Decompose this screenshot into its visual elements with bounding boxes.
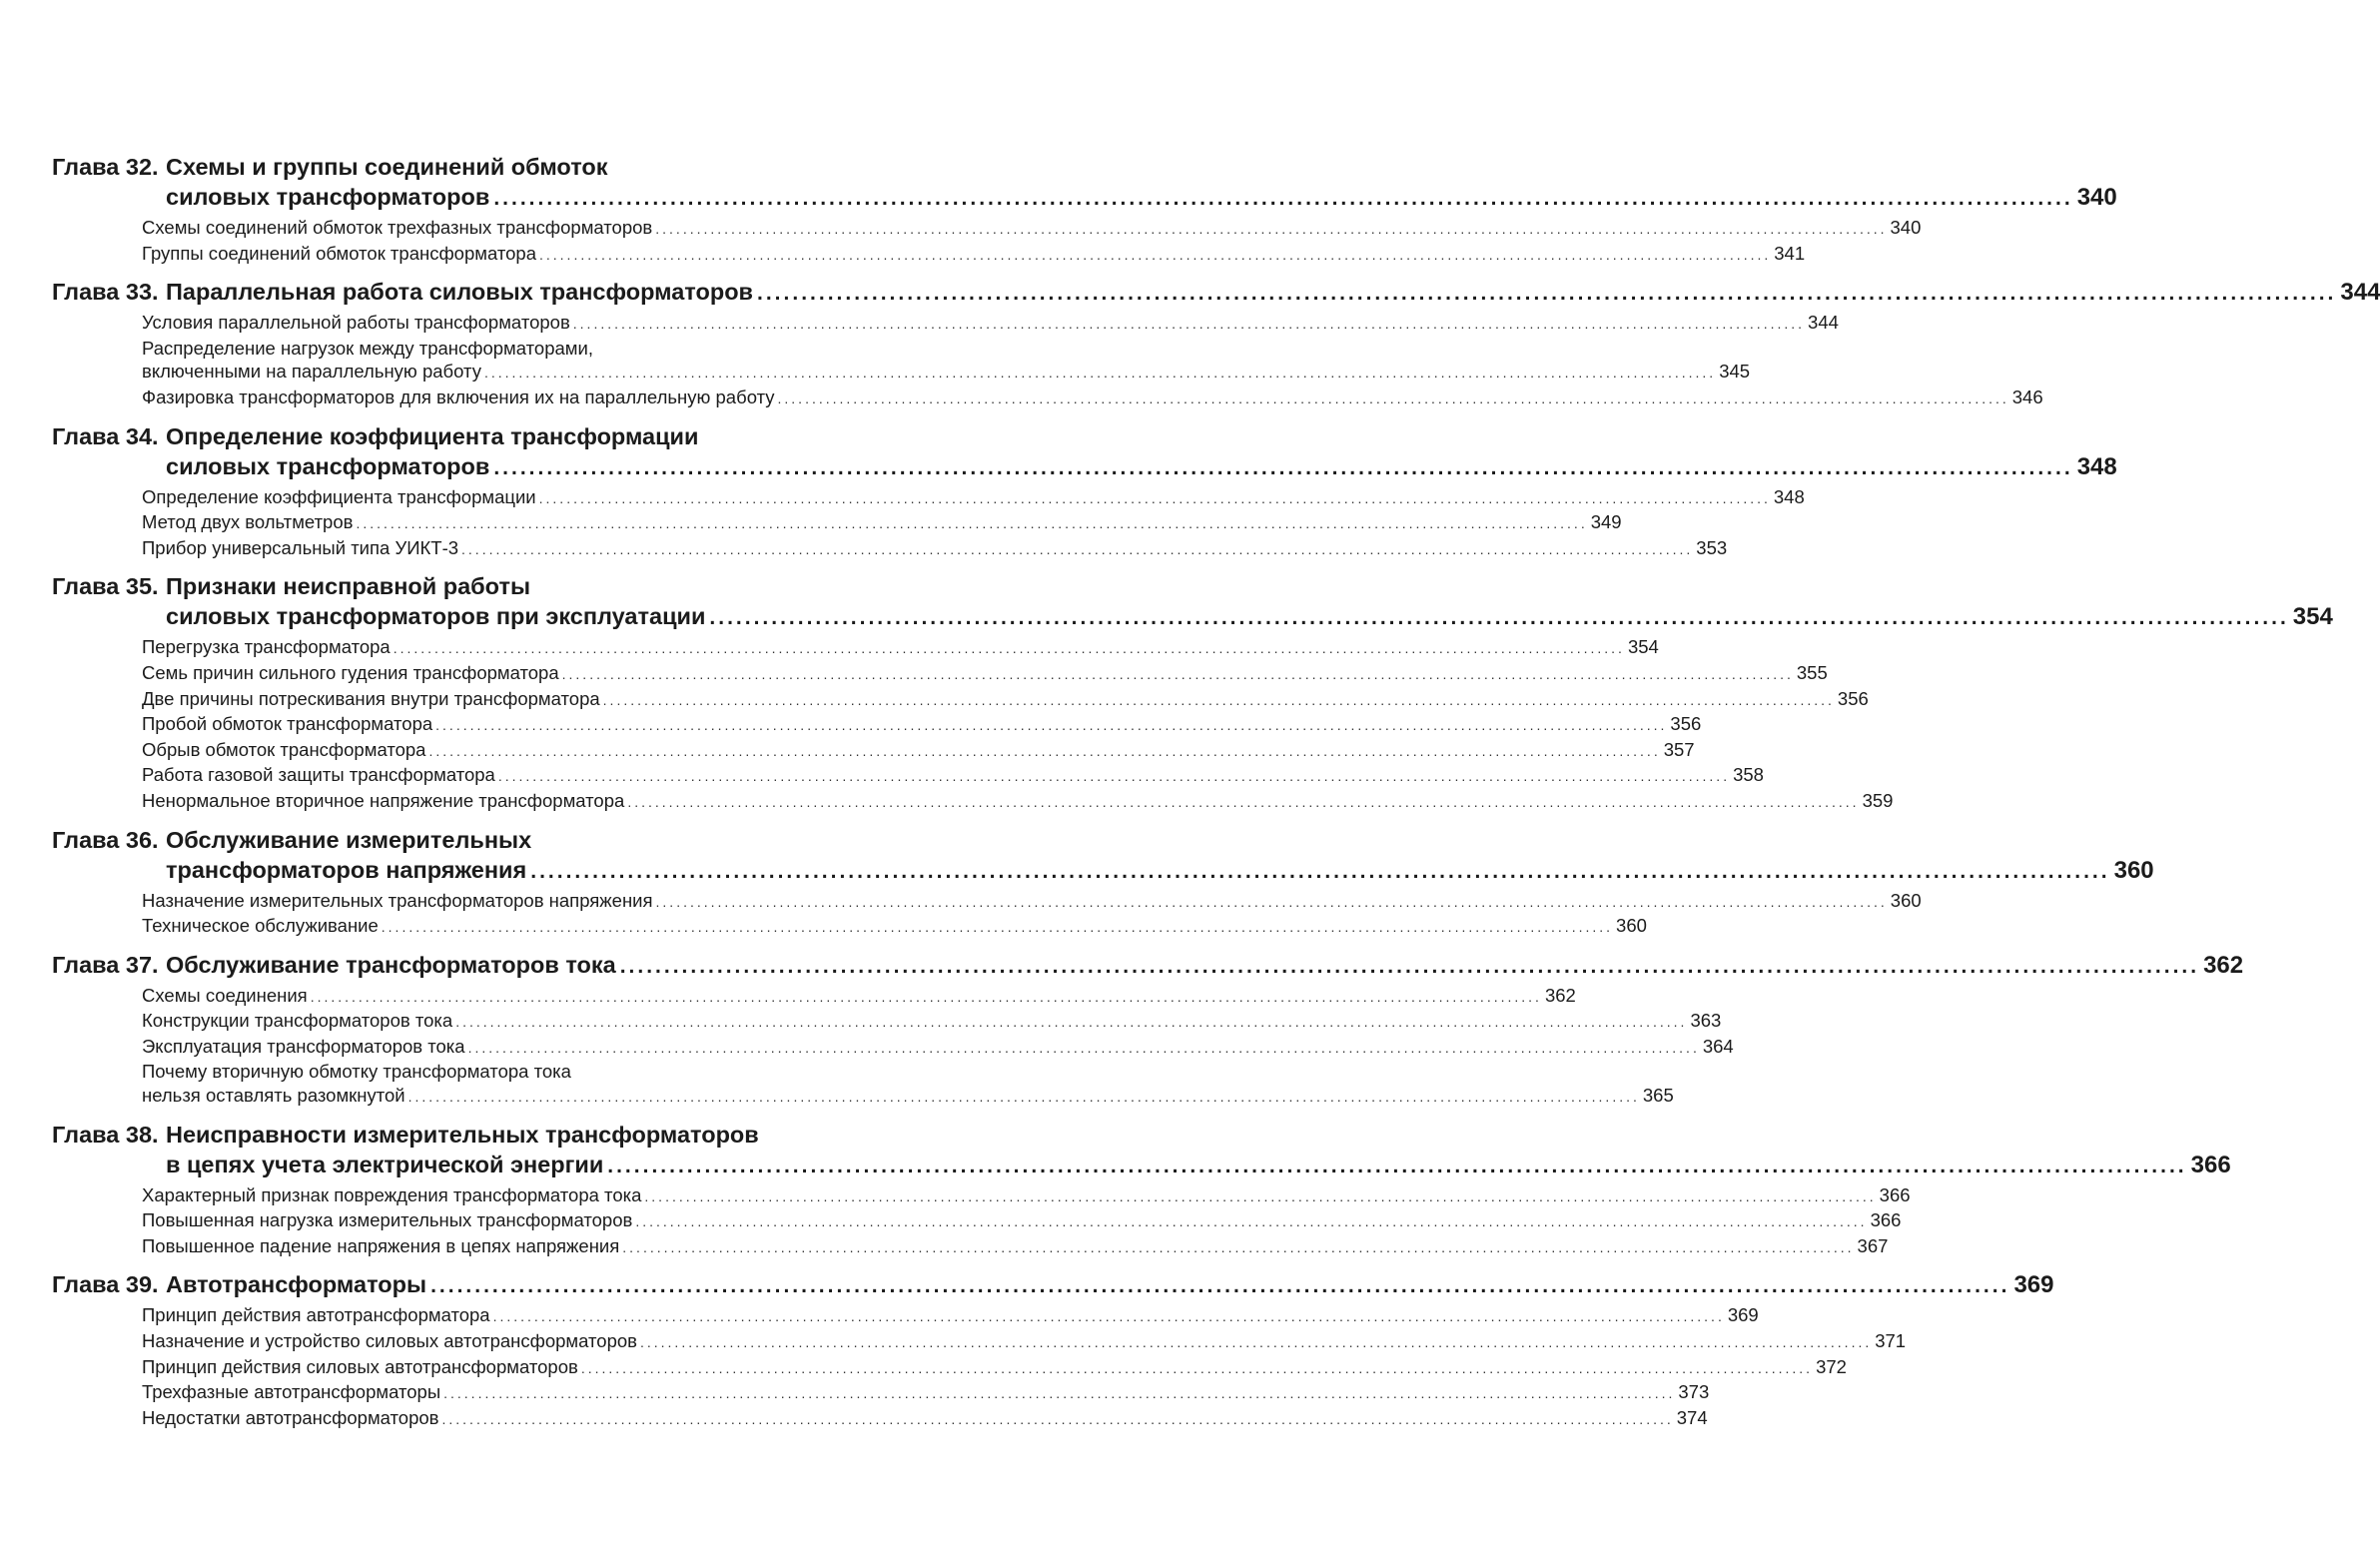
section-title: Почему вторичную обмотку трансформатора тока [142, 1061, 571, 1083]
section-title: Работа газовой защиты трансформатора [142, 764, 495, 786]
section-list [52, 887, 1922, 942]
chapter-39 [52, 1269, 2054, 1433]
toc-entry[interactable] [142, 1208, 1902, 1234]
dot-leader: ................................................................................................................................................................................... [602, 691, 1835, 708]
section-title: Семь причин сильного гудения трансформатора [142, 661, 559, 683]
toc-entry[interactable] [142, 738, 1695, 764]
toc-entry[interactable] [142, 536, 1728, 562]
chapter-heading[interactable] [52, 152, 897, 182]
toc-entry[interactable] [142, 485, 1805, 511]
toc-entry[interactable] [142, 889, 1922, 915]
toc-entry[interactable] [142, 984, 1576, 1010]
section-page-number: 357 [1663, 738, 1695, 760]
section-page-number: 373 [1678, 1381, 1710, 1403]
section-title: Фазировка трансформаторов для включения их на параллельную работу [142, 386, 775, 407]
section-page-number: 359 [1862, 789, 1894, 811]
table-of-contents [52, 152, 2380, 1441]
section-page-number: 363 [1690, 1010, 1722, 1032]
chapter-title: Неисправности измерительных трансформаторов [166, 1121, 759, 1148]
section-page-number: 366 [1870, 1209, 1902, 1231]
section-page-number: 362 [1544, 984, 1576, 1006]
toc-entry[interactable] [142, 914, 1647, 940]
dot-leader: ................................................................................................................................................................................... [619, 954, 2200, 978]
dot-leader: ................................................................................................................................................................................... [455, 1014, 1688, 1031]
dot-leader: ................................................................................................................................................................................... [492, 1308, 1725, 1325]
chapter-title: Обслуживание трансформаторов тока [166, 951, 616, 978]
chapter-title: трансформаторов напряжения [166, 856, 527, 883]
section-title: Характерный признак повреждения трансформатора тока [142, 1183, 642, 1205]
toc-entry[interactable] [142, 1084, 1674, 1110]
chapter-page-number: 340 [2076, 184, 2117, 211]
section-title: Прибор универсальный типа УИКТ-3 [142, 536, 459, 558]
section-list [52, 483, 1805, 564]
chapter-heading[interactable] [52, 1120, 897, 1150]
dot-leader: ................................................................................................................................................................................... [356, 515, 1588, 532]
toc-entry[interactable] [142, 216, 1922, 242]
section-page-number: 345 [1719, 361, 1751, 383]
chapter-38 [52, 1120, 2231, 1262]
section-title: Схемы соединений обмоток трехфазных трансформаторов [142, 217, 653, 238]
section-list [52, 1301, 1907, 1433]
toc-entry[interactable] [142, 311, 1839, 337]
chapter-number: Глава 37. [52, 951, 159, 978]
chapter-title: силовых трансформаторов [166, 184, 490, 210]
dot-leader: ................................................................................................................................................................................... [467, 1039, 1700, 1056]
chapter-heading-continued[interactable] [52, 182, 2117, 214]
section-title: Недостатки автотрансформаторов [142, 1406, 439, 1428]
dot-leader: ................................................................................................................................................................................... [407, 1089, 1640, 1106]
section-title: Повышенная нагрузка измерительных трансформаторов [142, 1209, 633, 1231]
chapter-heading-continued[interactable] [52, 601, 2333, 633]
section-title: Определение коэффициента трансформации [142, 485, 536, 507]
toc-entry[interactable] [142, 1183, 1911, 1209]
toc-entry[interactable] [142, 789, 1894, 815]
section-title: Эксплуатация трансформаторов тока [142, 1035, 465, 1057]
dot-leader: ................................................................................................................................................................................... [393, 640, 1625, 657]
chapter-heading-continued[interactable] [52, 855, 2154, 887]
section-list [52, 633, 1894, 816]
dot-leader: ................................................................................................................................................................................... [607, 1154, 2187, 1177]
section-title: Пробой обмоток трансформатора [142, 713, 433, 735]
dot-leader: ................................................................................................................................................................................... [538, 489, 1771, 506]
section-page-number: 360 [1890, 889, 1922, 911]
section-page-number: 346 [2011, 386, 2043, 407]
section-page-number: 358 [1733, 764, 1764, 786]
section-title: Техническое обслуживание [142, 915, 379, 937]
chapter-title: в цепях учета электрической энергии [166, 1151, 604, 1177]
section-page-number: 374 [1676, 1406, 1708, 1428]
section-page-number: 355 [1796, 661, 1828, 683]
chapter-page-number: 348 [2076, 452, 2117, 480]
chapter-number: Глава 33. [52, 279, 159, 306]
section-page-number: 371 [1875, 1330, 1907, 1352]
chapter-title: Автотрансформаторы [166, 1271, 427, 1298]
dot-leader: ................................................................................................................................................................................... [443, 1385, 1676, 1402]
chapter-heading[interactable] [52, 1269, 2054, 1301]
dot-leader: ................................................................................................................................................................................... [483, 365, 1717, 382]
chapter-title: Схемы и группы соединений обмоток [166, 154, 608, 180]
section-title: Назначение и устройство силовых автотрансформаторов [142, 1330, 637, 1352]
dot-leader: ................................................................................................................................................................................... [381, 919, 1614, 936]
dot-leader: ................................................................................................................................................................................... [428, 742, 1661, 759]
dot-leader: ................................................................................................................................................................................... [539, 246, 1772, 263]
chapter-number: Глава 38. [52, 1121, 159, 1148]
dot-leader: ................................................................................................................................................................................... [493, 187, 2073, 210]
section-page-number: 364 [1702, 1035, 1734, 1057]
toc-entry[interactable] [142, 1303, 1759, 1329]
section-title: Обрыв обмоток трансформатора [142, 738, 426, 760]
dot-leader: ................................................................................................................................................................................... [709, 606, 2289, 630]
toc-entry-first-line[interactable] [142, 1060, 897, 1084]
section-page-number: 372 [1816, 1355, 1847, 1377]
toc-entry[interactable] [142, 1355, 1847, 1381]
chapter-title: Признаки неисправной работы [166, 573, 531, 600]
chapter-heading[interactable] [52, 571, 897, 601]
toc-entry[interactable] [142, 687, 1869, 713]
section-title: Условия параллельной работы трансформаторов [142, 312, 570, 334]
section-list [52, 1181, 1911, 1262]
chapter-heading-continued[interactable] [52, 1150, 2231, 1181]
dot-leader: ................................................................................................................................................................................... [497, 768, 1731, 785]
chapter-heading[interactable] [52, 277, 2380, 309]
section-page-number: 341 [1774, 242, 1806, 264]
section-title: Группы соединений обмоток трансформатора [142, 242, 536, 264]
section-title: Трехфазные автотрансформаторы [142, 1381, 441, 1403]
chapter-32 [52, 152, 2117, 269]
section-title: Две причины потрескивания внутри трансформатора [142, 687, 600, 709]
section-page-number: 340 [1890, 217, 1922, 238]
dot-leader: ................................................................................................................................................................................... [644, 1187, 1877, 1204]
chapter-number: Глава 36. [52, 826, 159, 853]
chapter-34 [52, 421, 2117, 564]
section-page-number: 360 [1616, 915, 1647, 937]
dot-leader: ................................................................................................................................................................................... [572, 316, 1806, 333]
toc-entry[interactable] [142, 242, 1806, 268]
toc-entry[interactable] [142, 1009, 1722, 1035]
dot-leader: ................................................................................................................................................................................... [622, 1238, 1855, 1255]
chapter-title: Определение коэффициента трансформации [166, 422, 699, 449]
chapter-heading[interactable] [52, 950, 2244, 982]
chapter-title: Параллельная работа силовых трансформаторов [166, 279, 754, 306]
toc-entry-first-line[interactable] [142, 337, 897, 361]
dot-leader: ................................................................................................................................................................................... [461, 540, 1694, 557]
toc-entry[interactable] [142, 1380, 1710, 1406]
section-page-number: 367 [1857, 1234, 1889, 1256]
chapter-heading[interactable] [52, 825, 897, 855]
dot-leader: ................................................................................................................................................................................... [627, 793, 1860, 810]
toc-entry[interactable] [142, 635, 1659, 661]
toc-entry[interactable] [142, 510, 1622, 536]
section-page-number: 354 [1627, 636, 1659, 658]
chapter-37 [52, 950, 2244, 1112]
chapter-page-number: 360 [2113, 856, 2154, 884]
chapter-number: Глава 39. [52, 1271, 159, 1298]
toc-entry[interactable] [142, 661, 1828, 687]
section-title: включенными на параллельную работу [142, 361, 481, 383]
chapter-number: Глава 34. [52, 422, 159, 449]
section-title: Назначение измерительных трансформаторов напряжения [142, 889, 653, 911]
section-title: Конструкции трансформаторов тока [142, 1010, 453, 1032]
section-title: Повышенное падение напряжения в цепях напряжения [142, 1234, 620, 1256]
section-page-number: 365 [1642, 1085, 1674, 1107]
section-title: Принцип действия силовых автотрансформаторов [142, 1355, 578, 1377]
toc-entry[interactable] [142, 712, 1702, 738]
chapter-page-number: 344 [2340, 279, 2380, 307]
chapter-title: силовых трансформаторов при эксплуатации [166, 603, 706, 630]
dot-leader: ................................................................................................................................................................................... [530, 859, 2110, 883]
chapter-page-number: 366 [2190, 1151, 2231, 1178]
section-title: Схемы соединения [142, 984, 308, 1006]
dot-leader: ................................................................................................................................................................................... [561, 665, 1794, 682]
section-title: Распределение нагрузок между трансформаторами, [142, 337, 593, 359]
chapter-title: силовых трансформаторов [166, 452, 490, 479]
chapter-page-number: 362 [2203, 951, 2244, 979]
toc-entry[interactable] [142, 1234, 1889, 1260]
toc-entry[interactable] [142, 1329, 1907, 1355]
section-list [52, 214, 1922, 269]
section-page-number: 369 [1727, 1304, 1759, 1326]
section-page-number: 366 [1879, 1183, 1911, 1205]
dot-leader: ................................................................................................................................................................................... [435, 717, 1668, 734]
dot-leader: ................................................................................................................................................................................... [777, 389, 2009, 406]
section-list [52, 982, 1734, 1112]
dot-leader: ................................................................................................................................................................................... [757, 282, 2337, 306]
section-page-number: 356 [1670, 713, 1702, 735]
section-page-number: 348 [1773, 485, 1805, 507]
section-page-number: 344 [1808, 312, 1839, 334]
section-title: Метод двух вольтметров [142, 511, 354, 533]
dot-leader: ................................................................................................................................................................................... [493, 455, 2073, 479]
chapter-page-number: 354 [2292, 603, 2333, 631]
section-title: нельзя оставлять разомкнутой [142, 1085, 405, 1107]
toc-entry[interactable] [142, 763, 1764, 789]
section-title: Ненормальное вторичное напряжение трансформатора [142, 789, 625, 811]
dot-leader: ................................................................................................................................................................................... [639, 1334, 1873, 1351]
chapter-33 [52, 277, 2380, 412]
chapter-36 [52, 825, 2154, 942]
dot-leader: ................................................................................................................................................................................... [635, 1213, 1868, 1230]
dot-leader: ................................................................................................................................................................................... [580, 1359, 1814, 1376]
dot-leader: ................................................................................................................................................................................... [441, 1410, 1674, 1427]
section-page-number: 349 [1590, 511, 1622, 533]
toc-entry[interactable] [142, 360, 1751, 386]
chapter-heading[interactable] [52, 421, 897, 451]
section-title: Принцип действия автотрансформатора [142, 1304, 490, 1326]
chapter-page-number: 369 [2013, 1271, 2054, 1299]
section-page-number: 356 [1837, 687, 1869, 709]
chapter-number: Глава 35. [52, 573, 159, 600]
toc-entry[interactable] [142, 1406, 1708, 1432]
chapter-35 [52, 571, 2333, 816]
toc-entry[interactable] [142, 1035, 1734, 1061]
chapter-heading-continued[interactable] [52, 451, 2117, 483]
section-list [52, 309, 2043, 412]
section-page-number: 353 [1696, 536, 1728, 558]
dot-leader: ................................................................................................................................................................................... [430, 1274, 2010, 1298]
dot-leader: ................................................................................................................................................................................... [655, 893, 1888, 910]
chapter-number: Глава 32. [52, 154, 159, 180]
chapter-title: Обслуживание измерительных [166, 826, 532, 853]
toc-entry[interactable] [142, 386, 2043, 411]
dot-leader: ................................................................................................................................................................................... [310, 988, 1542, 1005]
section-title: Перегрузка трансформатора [142, 636, 391, 658]
dot-leader: ................................................................................................................................................................................... [655, 221, 1888, 237]
